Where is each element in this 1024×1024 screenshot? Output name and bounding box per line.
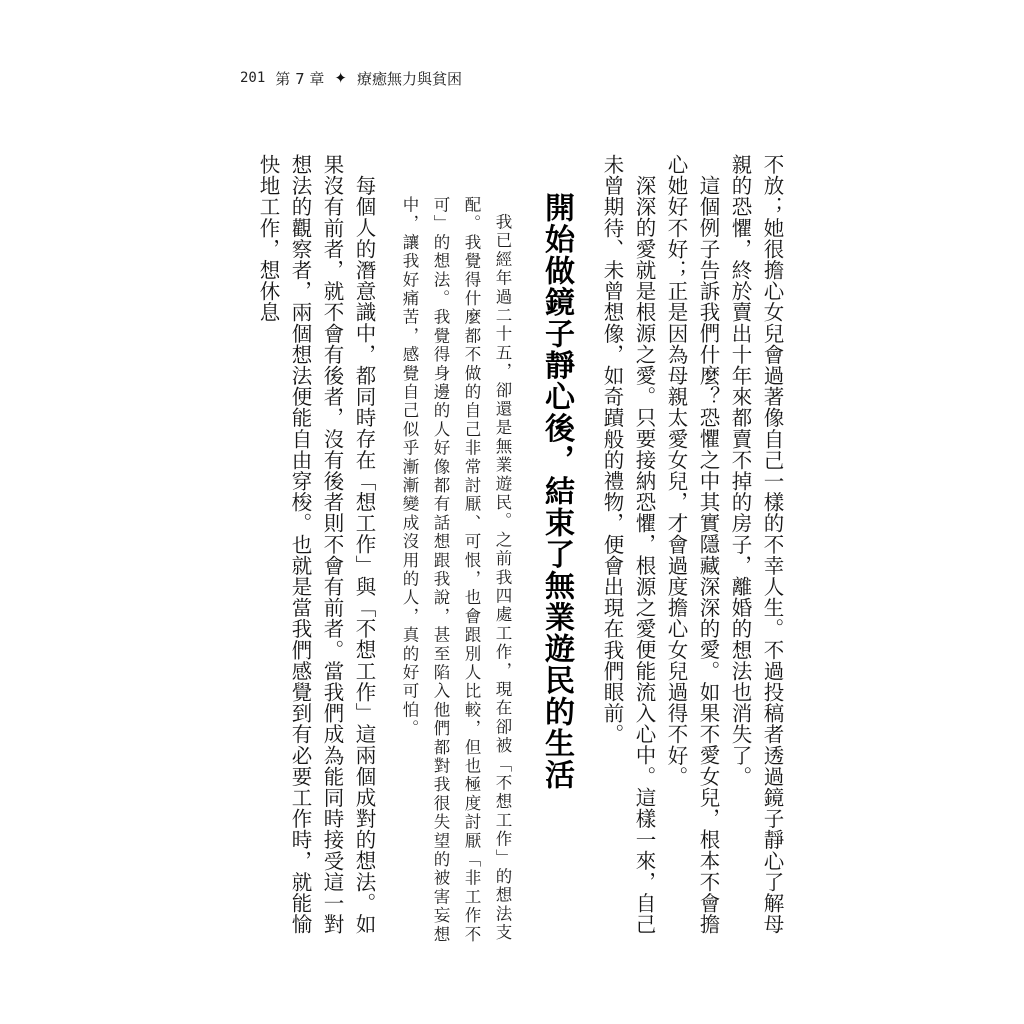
section-heading: 開始做鏡子靜心後，結束了無業遊民的生活 xyxy=(539,192,574,791)
paragraph-example-meaning: 這個例子告訴我們什麼？恐懼之中其實隱藏深深的愛。如果不愛女兒，根本不會擔心她好不好；正是因為母親太愛女兒，才會過度擔心女兒過得不好。 xyxy=(664,154,720,935)
paragraph-continued: 不放；她很擔心女兒會過著像自己一樣的不幸人生。不過投稿者透過鏡子靜心了解母親的恐懼，終於賣出十年來都賣不掉的房子，離婚的想法也消失了。 xyxy=(728,154,784,935)
vertical-body-text xyxy=(232,154,788,954)
reader-quote: 我已經年過二十五，卻還是無業遊民。之前我四處工作，現在卻被「不想工作」的想法支配。我覺得什麼都不做的自己非常討厭、可恨，也會跟別人比較，但也極度討厭「非工作不可」的想法。我覺得身邊的人好像都有話想跟我說，甚至陷入他們都對我很失望的被害妄想中，讓我好痛苦，感覺自己似乎漸漸變成沒用的人，真的好可怕。 xyxy=(400,196,512,944)
running-header xyxy=(240,66,462,90)
page-number: 201 xyxy=(240,70,266,86)
paragraph-root-love: 深深的愛就是根源之愛。只要接納恐懼，根源之愛便能流入心中。這樣一來，自己未曾期待、未曾想像，如奇蹟般的禮物，便會出現在我們眼前。 xyxy=(600,154,656,935)
chapter-number: 第 7 章 xyxy=(275,69,325,88)
chapter-title: 療癒無力與貧困 xyxy=(356,69,462,88)
diamond-divider-icon: ✦ xyxy=(334,69,347,87)
paragraph-subconscious: 每個人的潛意識中，都同時存在「想工作」與「不想工作」這兩個成對的想法。如果沒有前者，就不會有後者，沒有後者則不會有前者。當我們成為能同時接受這一對想法的觀察者，兩個想法便能自由穿梭。也就是當我們感覺到有必要工作時，就能愉快地工作，想休息 xyxy=(256,154,376,935)
